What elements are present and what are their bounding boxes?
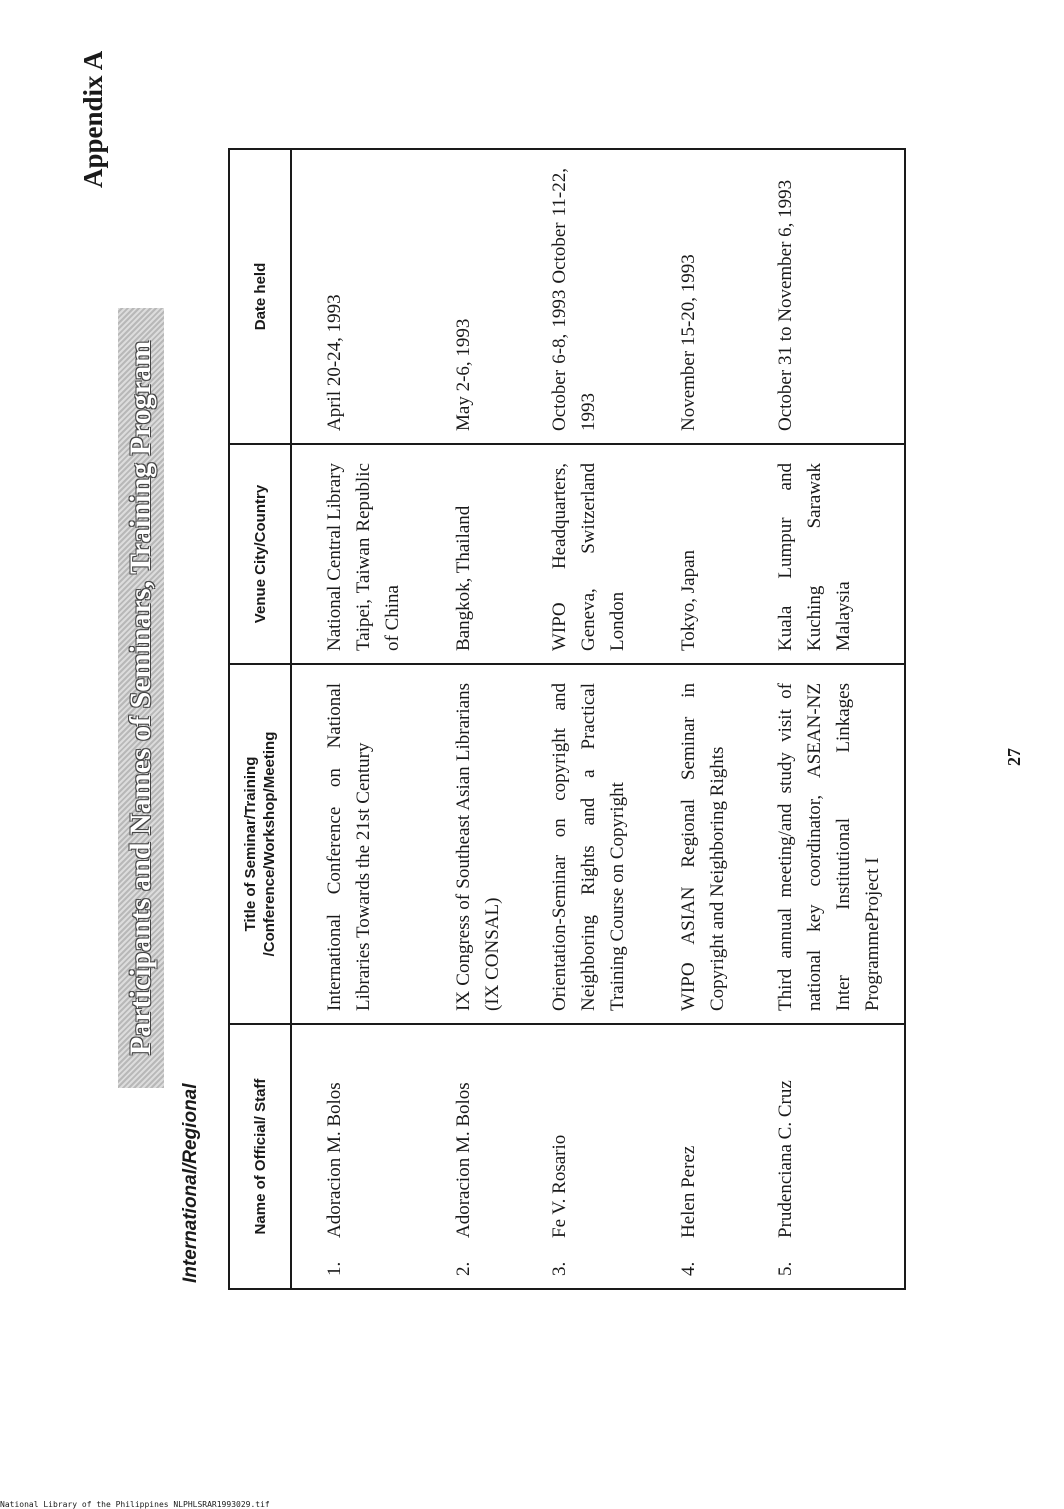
participant-name: Adoracion M. Bolos: [324, 1082, 345, 1238]
cell-venue: [291, 444, 421, 664]
participants-table: [228, 148, 906, 1290]
venue: Kuala Lumpur and Kuching Sarawak Malaysia: [774, 463, 854, 651]
seminar-title: WIPO ASIAN Regional Seminar in Copyright and Neighboring Rights: [678, 683, 729, 1011]
scan-imprint: National Library of the Philippines NLPHLSRAR1993029.tif: [0, 1500, 270, 1509]
seminar-title: IX Congress of Southeast Asian Librarians (IX CONSAL): [452, 683, 503, 1011]
cell-name: [743, 1024, 904, 1289]
table-row: [646, 149, 742, 1289]
cell-name: [646, 1024, 742, 1289]
header-date: Date held: [229, 149, 291, 444]
date-held: November 15-20, 1993: [678, 254, 700, 431]
venue: WIPO Headquarters, Geneva, Switzerland London: [549, 463, 629, 651]
participant-name: Fe V. Rosario: [549, 1134, 571, 1238]
header-venue: Venue City/Country: [229, 444, 291, 664]
seminar-title: Orientation-Seminar on copyright and Neighboring Rights and a Practical Training Course on Copyright: [549, 683, 629, 1011]
cell-venue: [646, 444, 742, 664]
table-spacer-row: [904, 149, 905, 1289]
venue: National Central Library Taipei, Taiwan Republic of China: [324, 463, 403, 651]
table-row: [291, 149, 421, 1289]
section-heading: International/Regional: [180, 1083, 201, 1283]
row-number: 2.: [452, 1261, 474, 1276]
venue: Bangkok, Thailand: [452, 505, 474, 651]
table-row: [517, 149, 646, 1289]
cell-title: [291, 664, 421, 1024]
participant-name: Adoracion M. Bolos: [452, 1082, 474, 1238]
cell-date: [743, 149, 904, 444]
page-number: 27: [1004, 748, 1024, 766]
cell-date: [646, 149, 742, 444]
cell-venue: [743, 444, 904, 664]
date-held: April 20-24, 1993: [324, 294, 345, 431]
cell-date: [291, 149, 421, 444]
cell-venue: [421, 444, 517, 664]
date-held: October 6-8, 1993 October 11-22, 1993: [549, 168, 600, 431]
cell-title: [421, 664, 517, 1024]
cell-name: [517, 1024, 646, 1289]
table-row: [421, 149, 517, 1289]
cell-date: [517, 149, 646, 444]
cell-name: [291, 1024, 421, 1289]
row-number: 5.: [774, 1261, 796, 1276]
table-header-row: [229, 149, 291, 1289]
cell-title: [517, 664, 646, 1024]
seminar-title: Third annual meeting/and study visit of national key coordinator, ASEAN-NZ Inter Institutional Linkages ProgrammeProject I: [774, 683, 883, 1011]
page-title: Participants and Names of Seminars, Training Program: [118, 308, 164, 1088]
date-held: October 31 to November 6, 1993: [774, 179, 796, 431]
row-number: 3.: [549, 1261, 571, 1276]
cell-date: [421, 149, 517, 444]
row-number: 4.: [678, 1261, 700, 1276]
header-title: Title of Seminar/Training /Conference/Workshop/Meeting: [229, 664, 291, 1024]
cell-name: [421, 1024, 517, 1289]
cell-venue: [517, 444, 646, 664]
row-number: 1.: [324, 1261, 345, 1276]
venue: Tokyo, Japan: [678, 549, 700, 651]
participant-name: Prudenciana C. Cruz: [774, 1080, 796, 1238]
cell-title: [743, 664, 904, 1024]
date-held: May 2-6, 1993: [452, 318, 474, 431]
cell-title: [646, 664, 742, 1024]
participant-name: Helen Perez: [678, 1145, 700, 1238]
header-name: Name of Official/ Staff: [229, 1024, 291, 1289]
table-row: [743, 149, 904, 1289]
appendix-label: Appendix A: [78, 50, 108, 188]
seminar-title: International Conference on National Libraries Towards the 21st Century: [324, 683, 374, 1011]
